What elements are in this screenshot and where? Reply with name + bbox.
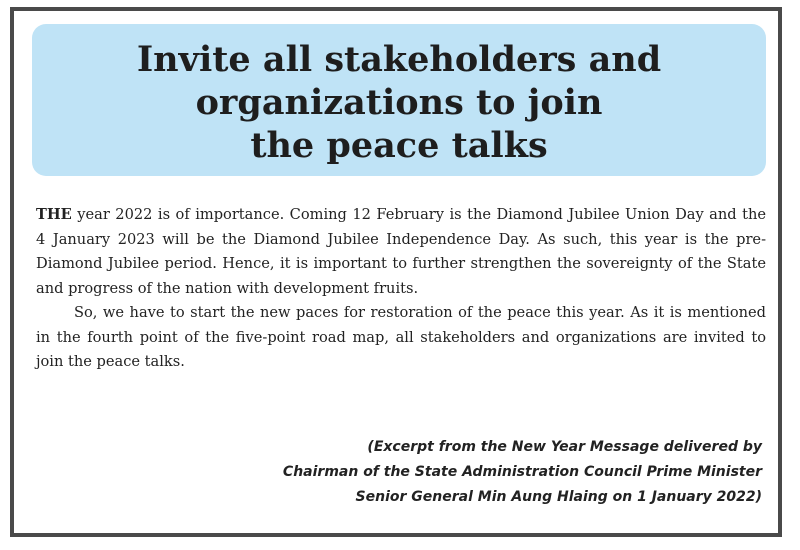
attribution (122, 435, 762, 510)
article-body (36, 203, 766, 375)
headline-line-2: organizations to join (195, 82, 603, 123)
headline-box (32, 24, 766, 176)
paragraph-1-text: year 2022 is of importance. Coming 12 February is the Diamond Jubilee Union Day and the 4 January 2023 will be the Diamond Jubilee Independence Day. As such, this year is the pre-Diamond Jubilee period. Hence, it is important to further strengthen the sovereignty of the State and progress of the nation with development fruits. (36, 206, 766, 297)
attribution-line-3: Senior General Min Aung Hlaing on 1 January 2022) (355, 489, 762, 505)
paragraph-2: So, we have to start the new paces for restoration of the peace this year. As it is mentioned in the fourth point of the five-point road map, all stakeholders and organizations are invited to join the peace talks. (36, 304, 766, 370)
paragraph-1-lead: THE (36, 206, 72, 223)
article-frame (10, 7, 782, 537)
headline (32, 38, 766, 167)
headline-line-1: Invite all stakeholders and (136, 39, 662, 80)
headline-line-3: the peace talks (250, 125, 548, 166)
paragraph-1 (36, 203, 766, 301)
attribution-line-1: (Excerpt from the New Year Message delivered by (367, 439, 762, 455)
attribution-line-2: Chairman of the State Administration Council Prime Minister (282, 464, 762, 480)
